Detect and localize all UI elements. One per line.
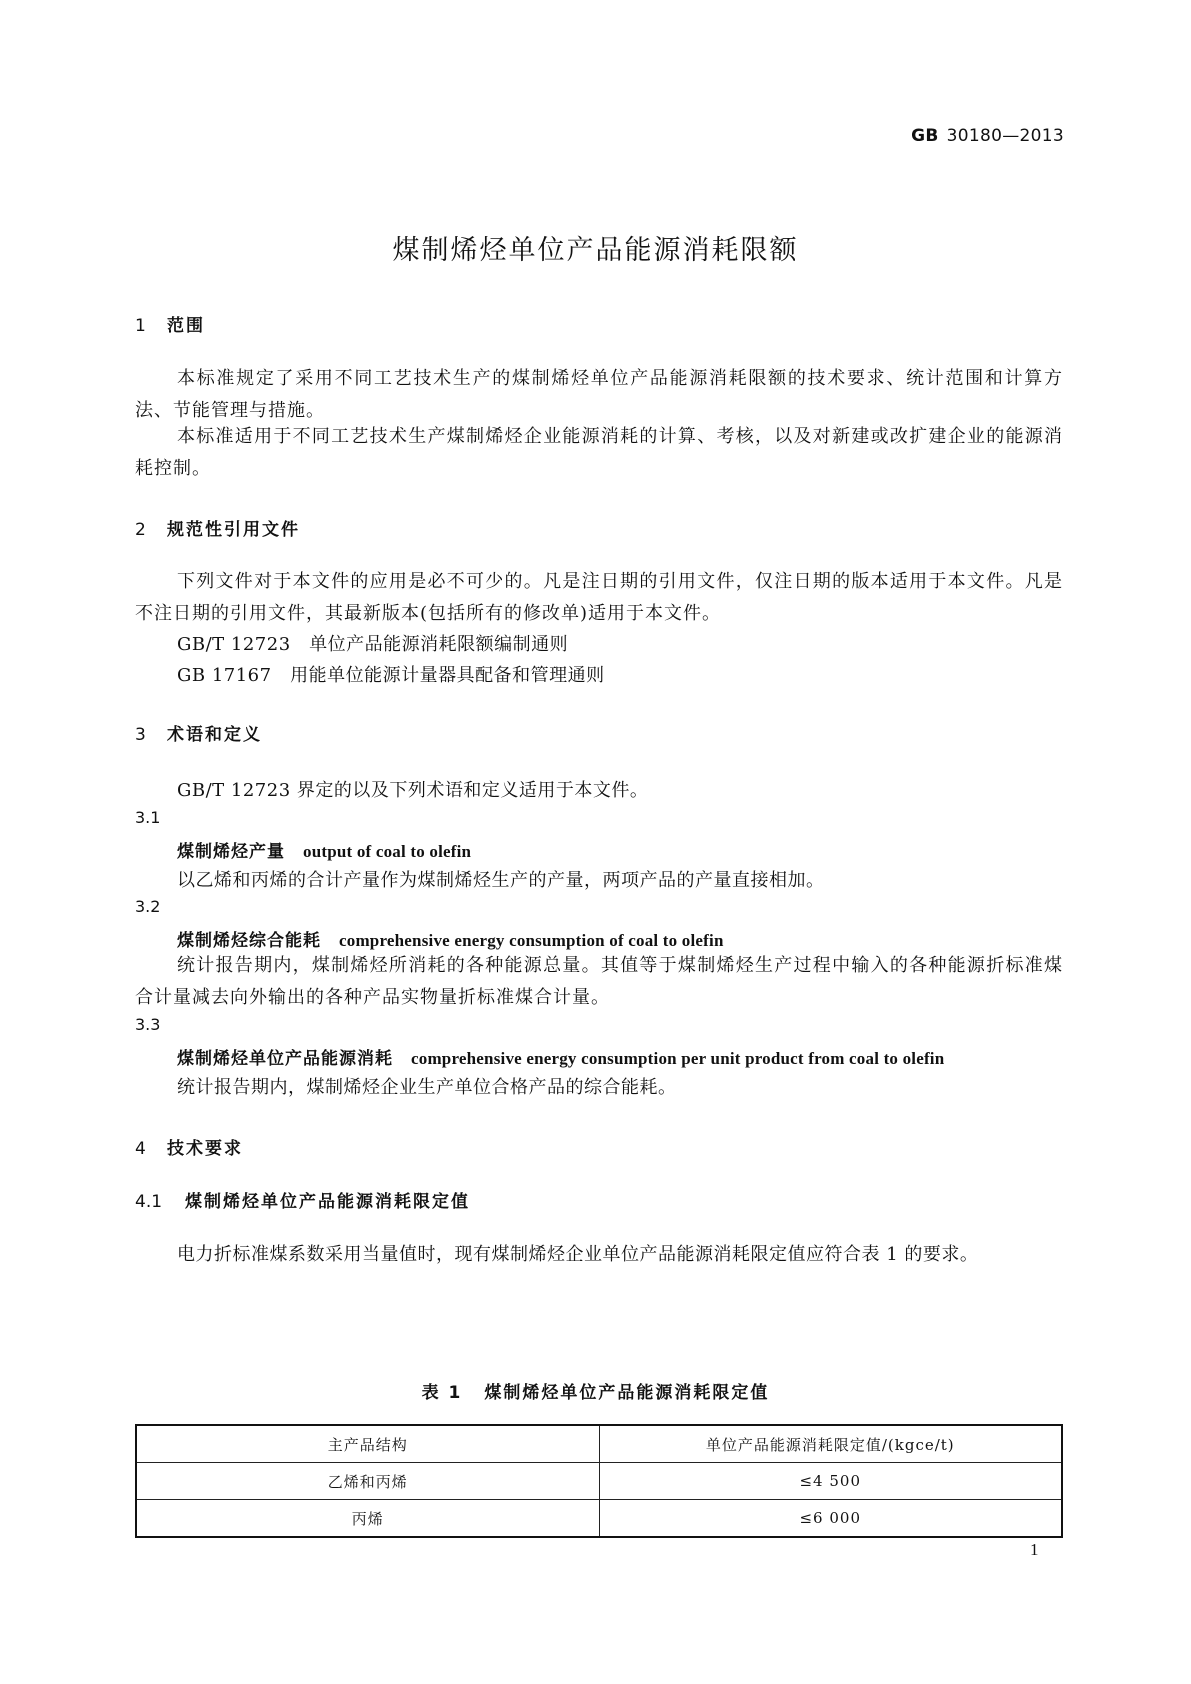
table-cell-product: 乙烯和丙烯 (136, 1463, 599, 1500)
term-3-3-english: comprehensive energy consumption per unit product from coal to olefin (411, 1049, 945, 1068)
section-1-heading (135, 311, 205, 336)
term-3-3 (177, 1044, 944, 1069)
section-1-number: 1 (135, 316, 146, 336)
subsection-4-1-heading (135, 1187, 470, 1212)
section-3-title: 术语和定义 (167, 725, 262, 745)
term-3-2-definition: 统计报告期内，煤制烯烃所消耗的各种能源总量。其值等于煤制烯烃生产过程中输入的各种能源折标准煤合计量减去向外输出的各种产品实物量折标准煤合计量。 (135, 955, 1063, 1008)
standard-prefix: GB (911, 126, 939, 146)
section-2-title: 规范性引用文件 (167, 520, 300, 540)
section-1-title: 范围 (167, 316, 205, 336)
subsection-4-1-paragraph: 电力折标准煤系数采用当量值时，现有煤制烯烃企业单位产品能源消耗限定值应符合表 1 的要求。 (177, 1244, 979, 1265)
section-2-paragraph-1: 下列文件对于本文件的应用是必不可少的。凡是注日期的引用文件，仅注日期的版本适用于本文件。凡是不注日期的引用文件，其最新版本(包括所有的修改单)适用于本文件。 (135, 571, 1063, 624)
energy-limit-table (135, 1424, 1063, 1538)
section-4-heading (135, 1134, 243, 1159)
table-header-row (136, 1425, 1062, 1463)
page-number: 1 (1030, 1540, 1039, 1559)
section-2-number: 2 (135, 520, 146, 540)
section-4-number: 4 (135, 1139, 146, 1159)
clause-3-3-number: 3.3 (135, 1015, 161, 1034)
column-header-limit-value: 单位产品能源消耗限定值/(kgce/t) (599, 1425, 1062, 1463)
term-3-1-chinese: 煤制烯烃产量 (177, 842, 285, 862)
section-3-intro: GB/T 12723 界定的以及下列术语和定义适用于本文件。 (177, 780, 649, 801)
table-row (136, 1500, 1062, 1538)
section-4-title: 技术要求 (167, 1139, 243, 1159)
subsection-4-1-number: 4.1 (135, 1192, 163, 1212)
document-title: 煤制烯烃单位产品能源消耗限额 (392, 235, 799, 266)
table-1-number: 表 1 (421, 1383, 463, 1403)
normative-reference-2: GB 17167 用能单位能源计量器具配备和管理通则 (177, 665, 605, 686)
term-3-2-english: comprehensive energy consumption of coal to olefin (339, 931, 724, 950)
standard-code (911, 126, 1064, 146)
table-1-caption (0, 1378, 1191, 1403)
term-3-1-english: output of coal to olefin (303, 842, 472, 861)
normative-reference-1: GB/T 12723 单位产品能源消耗限额编制通则 (177, 634, 569, 655)
clause-3-1-number: 3.1 (135, 808, 161, 827)
clause-3-2-number: 3.2 (135, 897, 161, 916)
table-cell-limit: ≤4 500 (599, 1463, 1062, 1500)
table-1-title: 煤制烯烃单位产品能源消耗限定值 (484, 1383, 770, 1403)
section-3-number: 3 (135, 725, 146, 745)
term-3-3-chinese: 煤制烯烃单位产品能源消耗 (177, 1049, 393, 1069)
table-row (136, 1463, 1062, 1500)
term-3-2 (177, 926, 724, 951)
section-2-heading (135, 515, 300, 540)
table-cell-limit: ≤6 000 (599, 1500, 1062, 1538)
table-cell-product: 丙烯 (136, 1500, 599, 1538)
section-1-paragraph-1: 本标准规定了采用不同工艺技术生产的煤制烯烃单位产品能源消耗限额的技术要求、统计范围和计算方法、节能管理与措施。 (135, 368, 1063, 421)
section-1-paragraph-2: 本标准适用于不同工艺技术生产煤制烯烃企业能源消耗的计算、考核，以及对新建或改扩建企业的能源消耗控制。 (135, 426, 1063, 479)
standard-number: 30180—2013 (946, 126, 1064, 146)
term-3-2-chinese: 煤制烯烃综合能耗 (177, 931, 321, 951)
section-3-heading (135, 720, 262, 745)
column-header-product-structure: 主产品结构 (136, 1425, 599, 1463)
term-3-1-definition: 以乙烯和丙烯的合计产量作为煤制烯烃生产的产量，两项产品的产量直接相加。 (177, 870, 825, 891)
term-3-1 (177, 837, 471, 862)
term-3-3-definition: 统计报告期内，煤制烯烃企业生产单位合格产品的综合能耗。 (177, 1077, 677, 1098)
subsection-4-1-title: 煤制烯烃单位产品能源消耗限定值 (185, 1192, 470, 1212)
